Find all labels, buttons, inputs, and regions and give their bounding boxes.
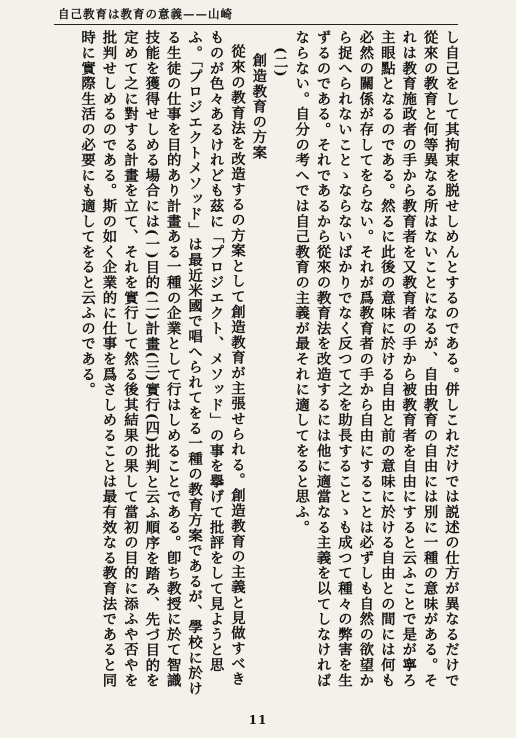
section-number: (二) bbox=[271, 47, 289, 78]
section-title: 創造教育の方案 bbox=[250, 53, 268, 161]
paragraph-1: し自己をして其拘束を脱せしめんとするのである。併しこれだけでは説述の仕方が異なるだけで從來の教育と何等異なる所はないことになるが、自由教育の自由には別に一種の意味がある。それは教育施政者の手から教育者を又教育者の手から被教育者を自由にすると云ふことで是が寧ろ主眼點となるのである。然るに此後の意味に於ける自由と前の意味に於ける自由との間には何も必然の關係が存してをらない。それが爲教育者の手から自由にすることは必ずしも自然の欲望から捉へられないことゝならないばかりでなく反つて之を助長することゝも成つて種々の弊害を生ずるのである。それであるから從來の教育法を改造するには他に適當なる主義を以てしなければならない。自分の考へでは自己教育の主義が最それに適してをると思ふ。 bbox=[293, 30, 460, 688]
running-head-title: 自己教育は教育の意義——山崎 bbox=[58, 7, 233, 21]
running-head bbox=[58, 6, 452, 22]
header-rule bbox=[54, 24, 458, 25]
body-text bbox=[52, 30, 462, 700]
page-number: 11 bbox=[248, 713, 268, 727]
paragraph-2: 從來の教育法を改造するの方案として創造教育が主張せられる。創造教育の主義と見做すべきものが色々あるけれども茲に「プロジエクト、メソッド」の事を擧げて批評をして見ようと思ふ。「プロジエクトメソッド」は最近米國で唱へられてをる一種の教育方案であるが、學校に於ける生徒の仕事を目的あり計畫ある一種の企業として行はしめることである。卽ち教授に於て智識技能を獲得せしめる場合には(一)目的(二)計畫(三)實行(四)批判と云ふ順序を踏み、先づ目的を定めて之に對する計畫を立て、それを實行して然る後其結果の果して當初の目的に添ふや否やを批判せしめるのである。斯の如く企業的に仕事を爲さしめることは最有效なる教育法であると同時に實際生活の必要にも適してをると云ふのである。 bbox=[79, 30, 246, 696]
